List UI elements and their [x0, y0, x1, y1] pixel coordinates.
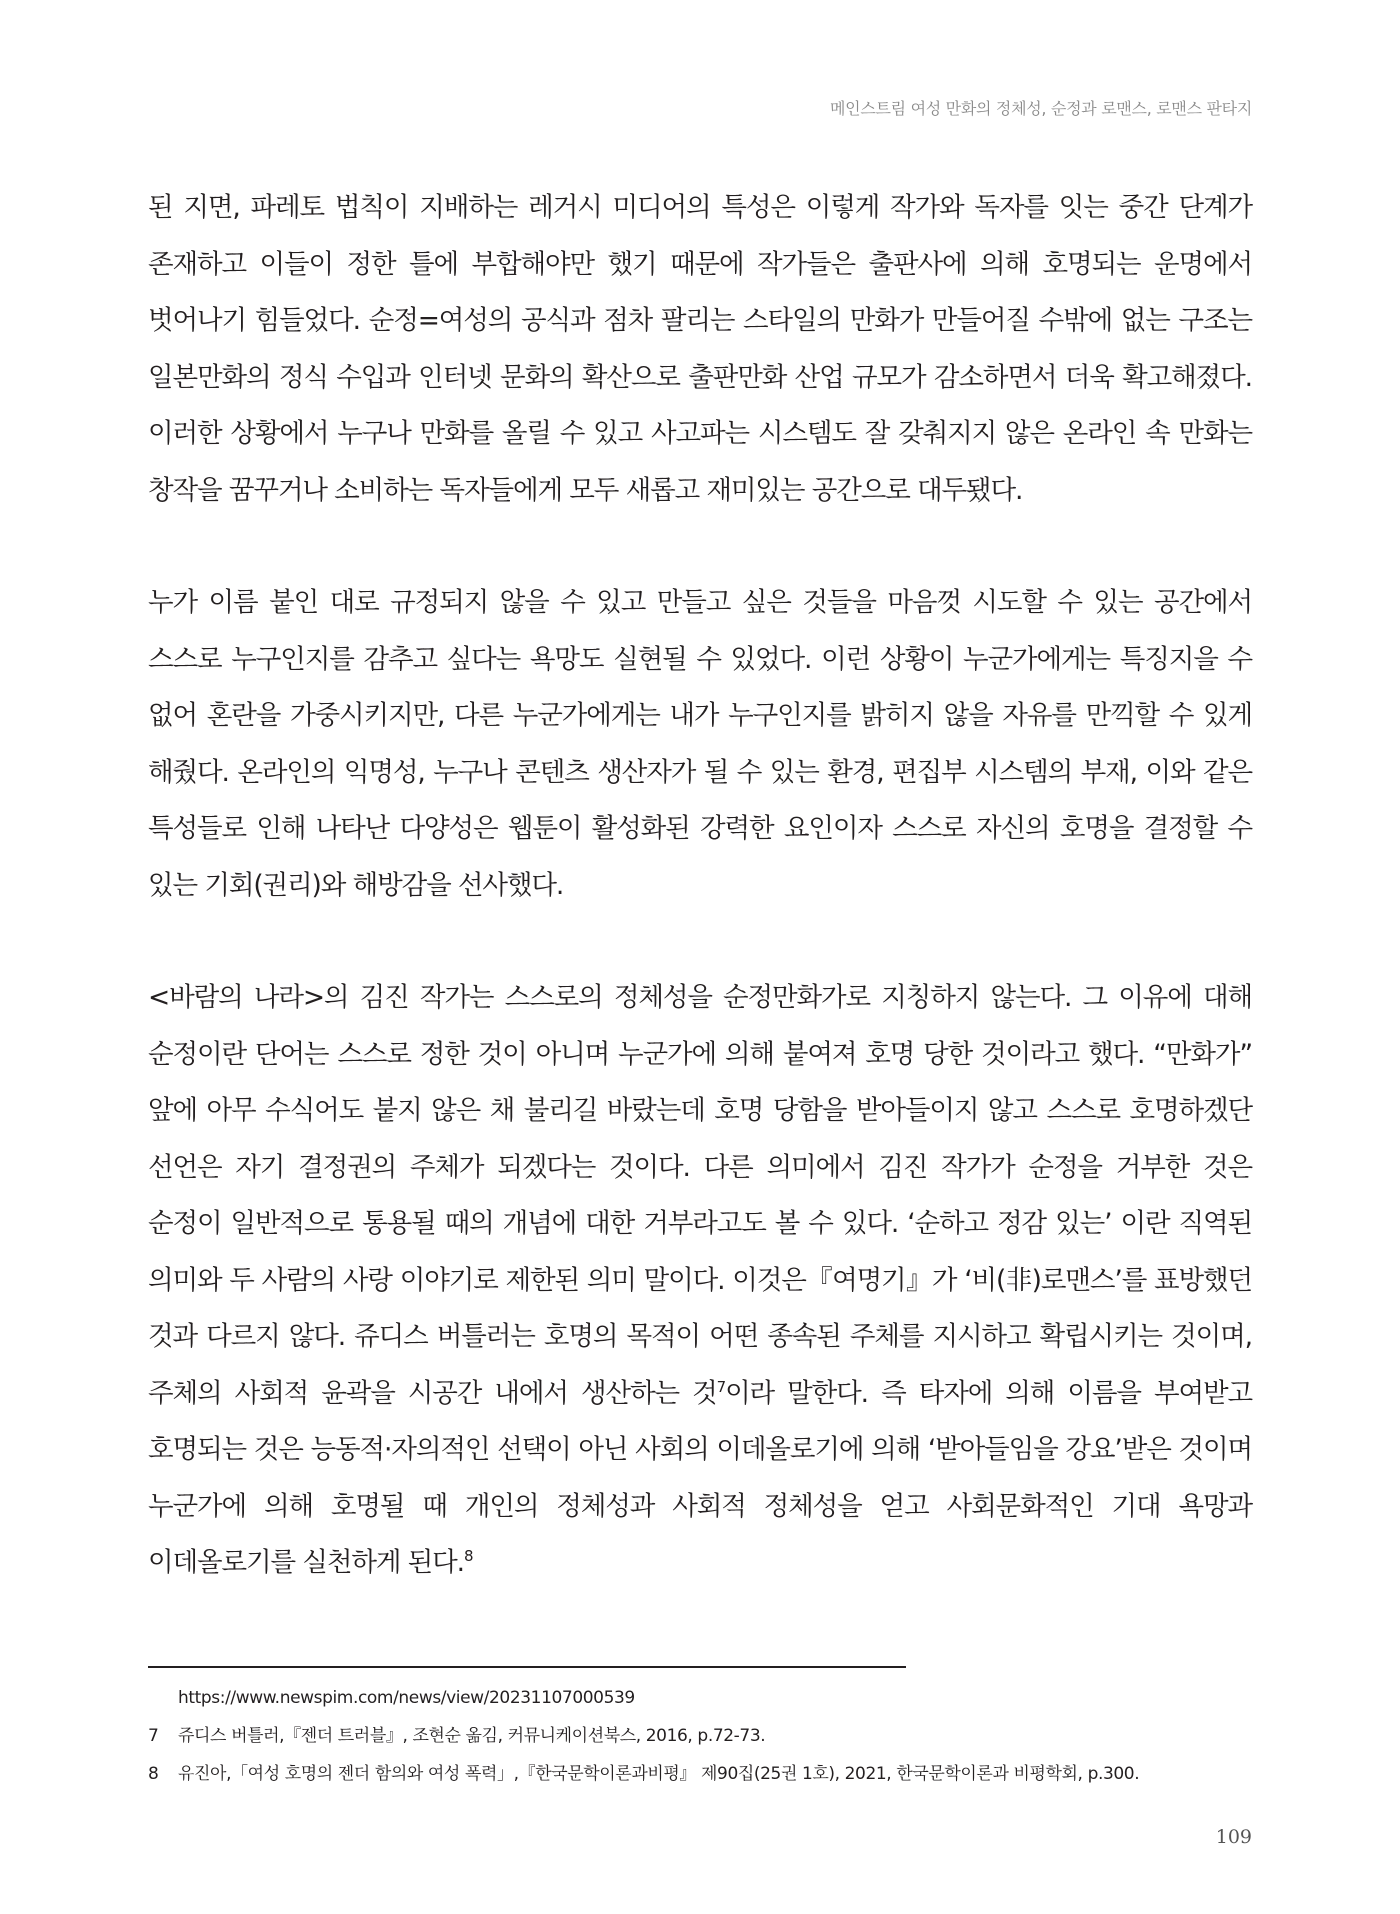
- paragraph-1: 된 지면, 파레토 법칙이 지배하는 레거시 미디어의 특성은 이렇게 작가와 독자를 잇는 중간 단계가 존재하고 이들이 정한 틀에 부합해야만 했기 때문에 작가들은 출판사에 의해 호명되는 운명에서 벗어나기 힘들었다. 순정=여성의 공식과 점차 팔리는 스타일의 만화가 만들어질 수밖에 없는 구조는 일본만화의 정식 수입과 인터넷 문화의 확산으로 출판만화 산업 규모가 감소하면서 더욱 확고해졌다. 이러한 상황에서 누구나 만화를 올릴 수 있고 사고파는 시스템도 잘 갖춰지지 않은 온라인 속 만화는 창작을 꿈꾸거나 소비하는 독자들에게 모두 새롭고 재미있는 공간으로 대두됐다.: [148, 192, 1252, 506]
- paragraph-3-text-b: 이라 말한다. 즉 타자에 의해 이름을 부여받고 호명되는 것은 능동적·자의적인 선택이 아닌 사회의 이데올로기에 의해 ‘받아들임을 강요’받은 것이며 누군가에 의해 호명될 때 개인의 정체성과 사회적 정체성을 얻고 사회문화적인 기대 욕망과 이데올로기를 실천하게 된다.: [148, 1377, 1252, 1578]
- paragraph-3-text-a: <바람의 나라>의 김진 작가는 스스로의 정체성을 순정만화가로 지칭하지 않는다. 그 이유에 대해 순정이란 단어는 스스로 정한 것이 아니며 누군가에 의해 붙여져 호명 당한 것이라고 했다. “만화가” 앞에 아무 수식어도 붙지 않은 채 불리길 바랐는데 호명 당함을 받아들이지 않고 스스로 호명하겠단 선언은 자기 결정권의 주체가 되겠다는 것이다. 다른 의미에서 김진 작가가 순정을 거부한 것은 순정이 일반적으로 통용될 때의 개념에 대한 거부라고도 볼 수 있다. ‘순하고 정감 있는’ 이란 직역된 의미와 두 사람의 사랑 이야기로 제한된 의미 말이다. 이것은『여명기』가 ‘비(非)로맨스’를 표방했던 것과 다르지 않다. 쥬디스 버틀러는 호명의 목적이 어떤 종속된 주체를 지시하고 확립시키는 것이며, 주체의 사회적 윤곽을 시공간 내에서 생산하는 것: [148, 982, 1252, 1409]
- footnote-url: https://www.newspim.com/news/view/20231107000539: [178, 1688, 635, 1708]
- paragraph-3: [148, 970, 1252, 1592]
- footnote-divider: [148, 1666, 906, 1668]
- footnote-ref-8: 8: [463, 1547, 473, 1566]
- footnotes: [148, 1666, 1252, 1786]
- footnote-7: [148, 1724, 1252, 1748]
- running-header: 메인스트림 여성 만화의 정체성, 순정과 로맨스, 로맨스 판타지: [830, 99, 1252, 118]
- footnote-ref-7: 7: [716, 1377, 726, 1396]
- footnote-number: 8: [148, 1764, 159, 1784]
- page-number: 109: [1215, 1826, 1252, 1848]
- body-text: [148, 180, 1252, 1592]
- footnote-8: [148, 1762, 1252, 1786]
- paragraph-2: 누가 이름 붙인 대로 규정되지 않을 수 있고 만들고 싶은 것들을 마음껏 시도할 수 있는 공간에서 스스로 누구인지를 감추고 싶다는 욕망도 실현될 수 있었다. 이런 상황이 누군가에게는 특징지을 수 없어 혼란을 가중시키지만, 다른 누군가에게는 내가 누구인지를 밝히지 않을 자유를 만끽할 수 있게 해줬다. 온라인의 익명성, 누구나 콘텐츠 생산자가 될 수 있는 환경, 편집부 시스템의 부재, 이와 같은 특성들로 인해 나타난 다양성은 웹툰이 활성화된 강력한 요인이자 스스로 자신의 호명을 결정할 수 있는 기회(권리)와 해방감을 선사했다.: [148, 587, 1252, 901]
- footnote-text: 유진아,「여성 호명의 젠더 함의와 여성 폭력」,『한국문학이론과비평』 제90집(25권 1호), 2021, 한국문학이론과 비평학회, p.300.: [178, 1764, 1140, 1784]
- footnote-text: 쥬디스 버틀러,『젠더 트러블』, 조현순 옮김, 커뮤니케이션북스, 2016, p.72-73.: [178, 1726, 766, 1746]
- footnote-number: 7: [148, 1726, 159, 1746]
